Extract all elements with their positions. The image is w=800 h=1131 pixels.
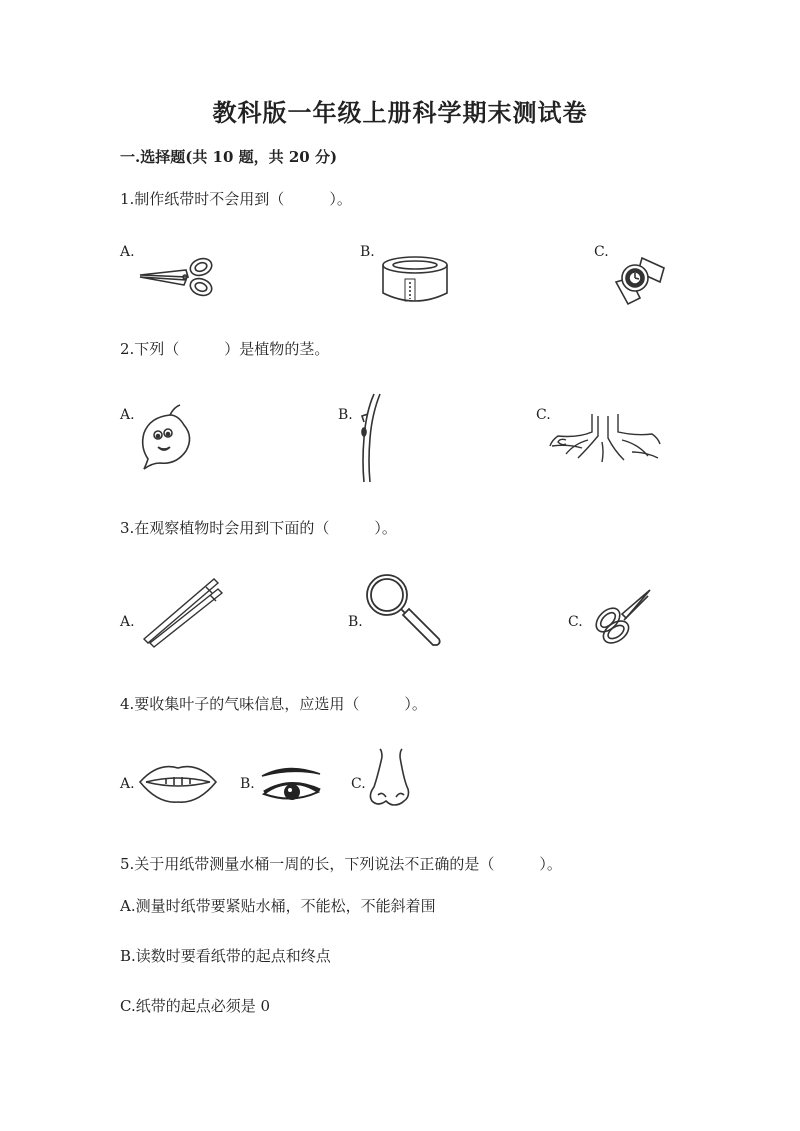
question-3-stem: 3.在观察植物时会用到下面的（ ）。 bbox=[120, 519, 397, 537]
q3-option-a-label: A. bbox=[120, 614, 135, 630]
question-2-stem: 2.下列（ ）是植物的茎。 bbox=[120, 340, 330, 358]
question-1-stem: 1.制作纸带时不会用到（ ）。 bbox=[120, 190, 352, 208]
q2-option-b-label: B. bbox=[338, 407, 353, 423]
eye-icon bbox=[258, 764, 324, 806]
magnifying-glass-icon bbox=[365, 573, 445, 649]
question-4-stem: 4.要收集叶子的气味信息，应选用（ ）。 bbox=[120, 695, 427, 713]
q5-answer-a: A.测量时纸带要紧贴水桶，不能松，不能斜着围 bbox=[120, 897, 436, 915]
mouth-icon bbox=[138, 760, 218, 806]
q1-option-a-label: A. bbox=[120, 244, 135, 260]
scissors-icon bbox=[588, 586, 654, 646]
scissors-icon bbox=[138, 255, 218, 300]
chopsticks-icon bbox=[138, 575, 224, 645]
q4-option-c-label: C. bbox=[351, 776, 366, 792]
q4-option-a-label: A. bbox=[120, 776, 135, 792]
q3-option-b-label: B. bbox=[348, 614, 363, 630]
q1-option-c-label: C. bbox=[594, 244, 609, 260]
nose-icon bbox=[366, 747, 412, 809]
section-heading: 一.选择题(共 10 题，共 20 分) bbox=[120, 148, 338, 166]
wristwatch-icon bbox=[612, 252, 668, 308]
tape-roll-icon bbox=[380, 255, 450, 305]
plant-stem-icon bbox=[352, 392, 392, 484]
q5-answer-c: C.纸带的起点必须是 0 bbox=[120, 997, 271, 1015]
page-title: 教科版一年级上册科学期末测试卷 bbox=[212, 98, 588, 127]
q4-option-b-label: B. bbox=[240, 776, 255, 792]
q5-answer-b: B.读数时要看纸带的起点和终点 bbox=[120, 947, 331, 965]
q2-option-a-label: A. bbox=[120, 407, 135, 423]
q3-option-c-label: C. bbox=[568, 614, 583, 630]
tree-roots-icon bbox=[548, 412, 662, 464]
question-5-stem: 5.关于用纸带测量水桶一周的长，下列说法不正确的是（ ）。 bbox=[120, 855, 562, 873]
leaf-cartoon-icon bbox=[136, 403, 196, 471]
q2-option-c-label: C. bbox=[536, 407, 551, 423]
q1-option-b-label: B. bbox=[360, 244, 375, 260]
